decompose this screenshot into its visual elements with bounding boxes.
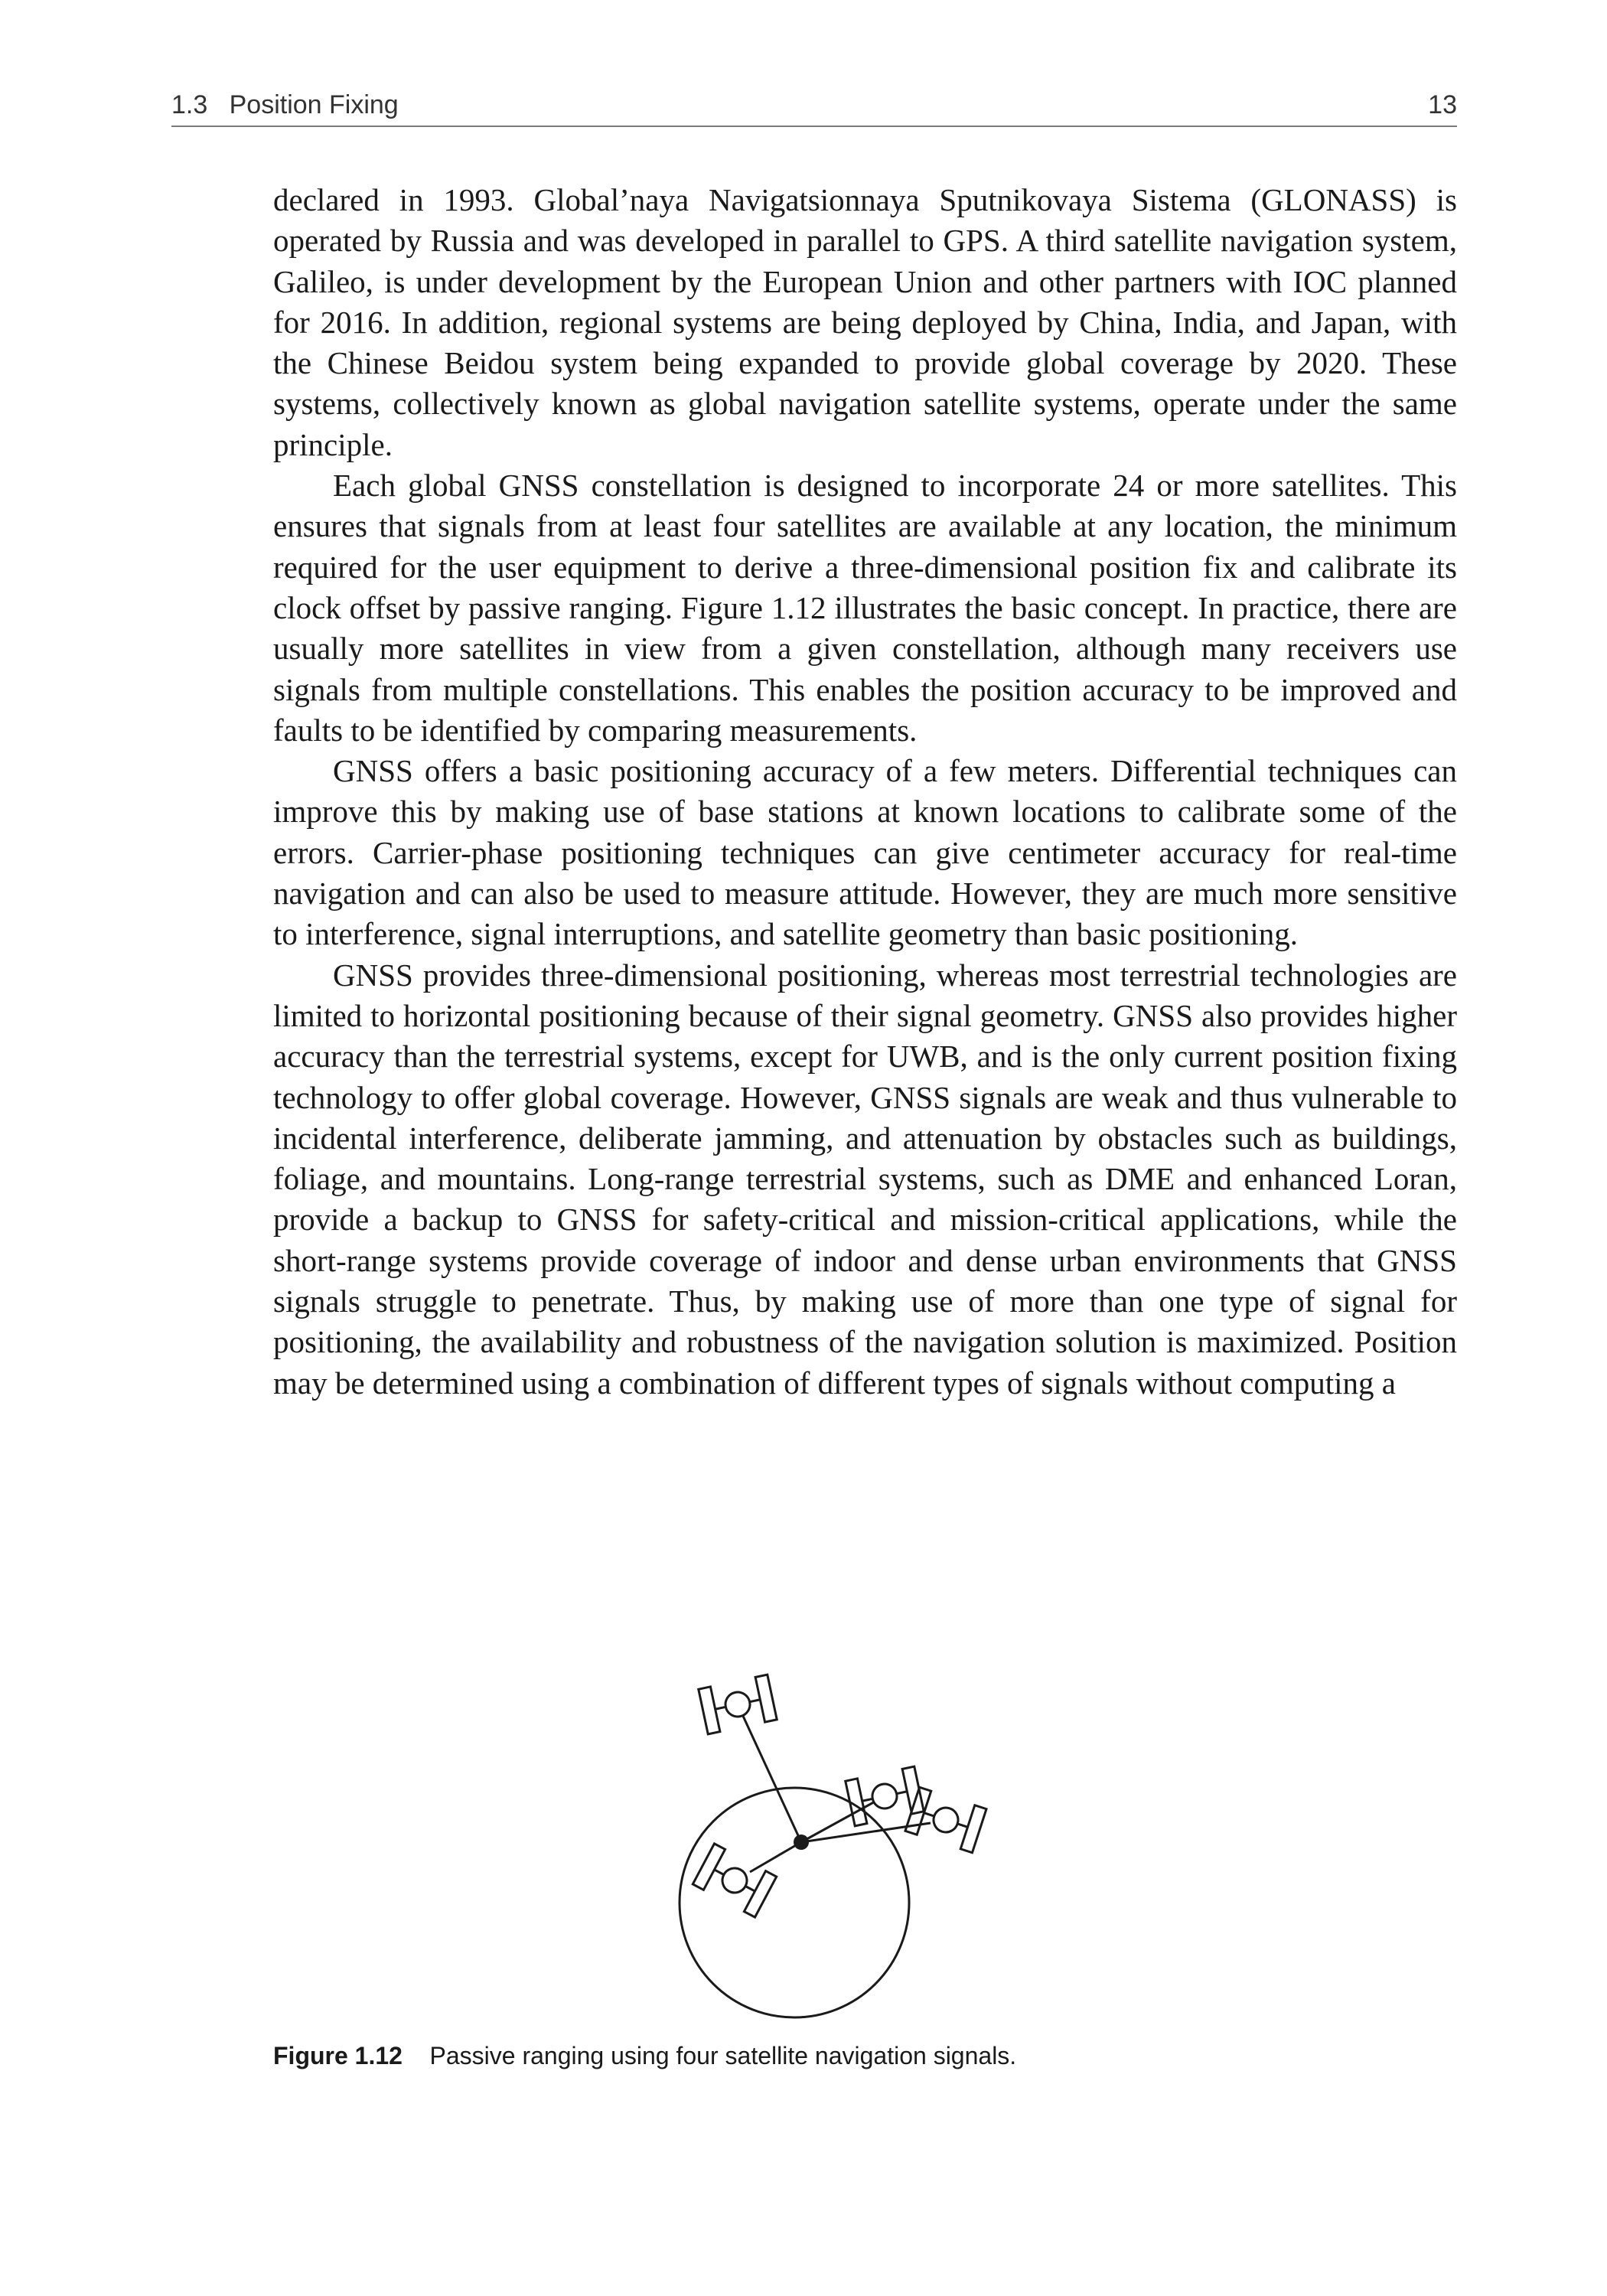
satellite-icon-top [699, 1675, 777, 1734]
section-title: 1.3 Position Fixing [171, 90, 399, 119]
passive-ranging-diagram [627, 1623, 1102, 2020]
user-position-dot [794, 1835, 809, 1850]
range-circle [680, 1788, 909, 2017]
signal-line-left [750, 1842, 801, 1872]
header-rule [171, 126, 1457, 127]
satellite-icon-middle [846, 1766, 924, 1826]
figure-caption-text: Passive ranging using four satellite navigation signals. [429, 2042, 1017, 2069]
signal-line-top [738, 1704, 801, 1842]
paragraph-3: GNSS offers a basic positioning accuracy of a few meters. Differential techniques can improve this by making use of base stations at known locations to calibrate some of the errors. Carrier-phase positioning techniques can give centimeter accuracy for real-time navigation and can also be used to measure attitude. However, they are much more sensitive to interference, signal interruptions, and satellite geometry than basic positioning. [273, 753, 1457, 952]
paragraph-4: GNSS provides three-dimensional positioning, whereas most terrestrial technologies are limited to horizontal positioning because of their signal geometry. GNSS also provides higher accuracy than the terrestrial systems, except for UWB, and is the only current position fixing technology to offer global coverage. However, GNSS signals are weak and thus vulnerable to incidental interference, deliberate jamming, and attenuation by obstacles such as buildings, foliage, and mountains. Long-range terrestrial systems, such as DME and enhanced Loran, provide a backup to GNSS for safety-critical and mission-critical applications, while the short-range systems provide coverage of indoor and dense urban environments that GNSS signals struggle to penetrate. Thus, by making use of more than one type of signal for positioning, the availability and robustness of the navigation solution is maximized. Position may be determined using a combination of different types of signals without computing a [273, 957, 1457, 1401]
satellite-icon-left [693, 1844, 776, 1917]
figure-label: Figure 1.12 [273, 2042, 403, 2069]
running-head [171, 90, 1457, 127]
figure-caption [273, 2042, 1457, 2070]
satellite-icon-right [905, 1787, 986, 1852]
passive-ranging-figure [627, 1623, 1102, 2020]
page-number: 13 [1428, 90, 1457, 119]
body-text [273, 180, 1457, 1404]
paragraph-2: Each global GNSS constellation is designed to incorporate 24 or more satellites. This ensures that signals from at least four satellites are available at any location, the minimum required for the user equipment to derive a three-dimensional position fix and calibrate its clock offset by passive ranging. Figure 1.12 illustrates the basic concept. In practice, there are usually more satellites in view from a given constellation, although many receivers use signals from multiple constellations. This enables the position accuracy to be improved and faults to be identified by comparing measurements. [273, 468, 1457, 748]
paragraph-1: declared in 1993. Global’naya Navigatsionnaya Sputnikovaya Sistema (GLONASS) is operated by Russia and was developed in parallel to GPS. A third satellite navigation system, Galileo, is under development by the European Union and other partners with IOC planned for 2016. In addition, regional systems are being deployed by China, India, and Japan, with the Chinese Beidou system being expanded to provide global coverage by 2020. These systems, collectively known as global navigation satellite systems, operate under the same principle. [273, 182, 1457, 462]
